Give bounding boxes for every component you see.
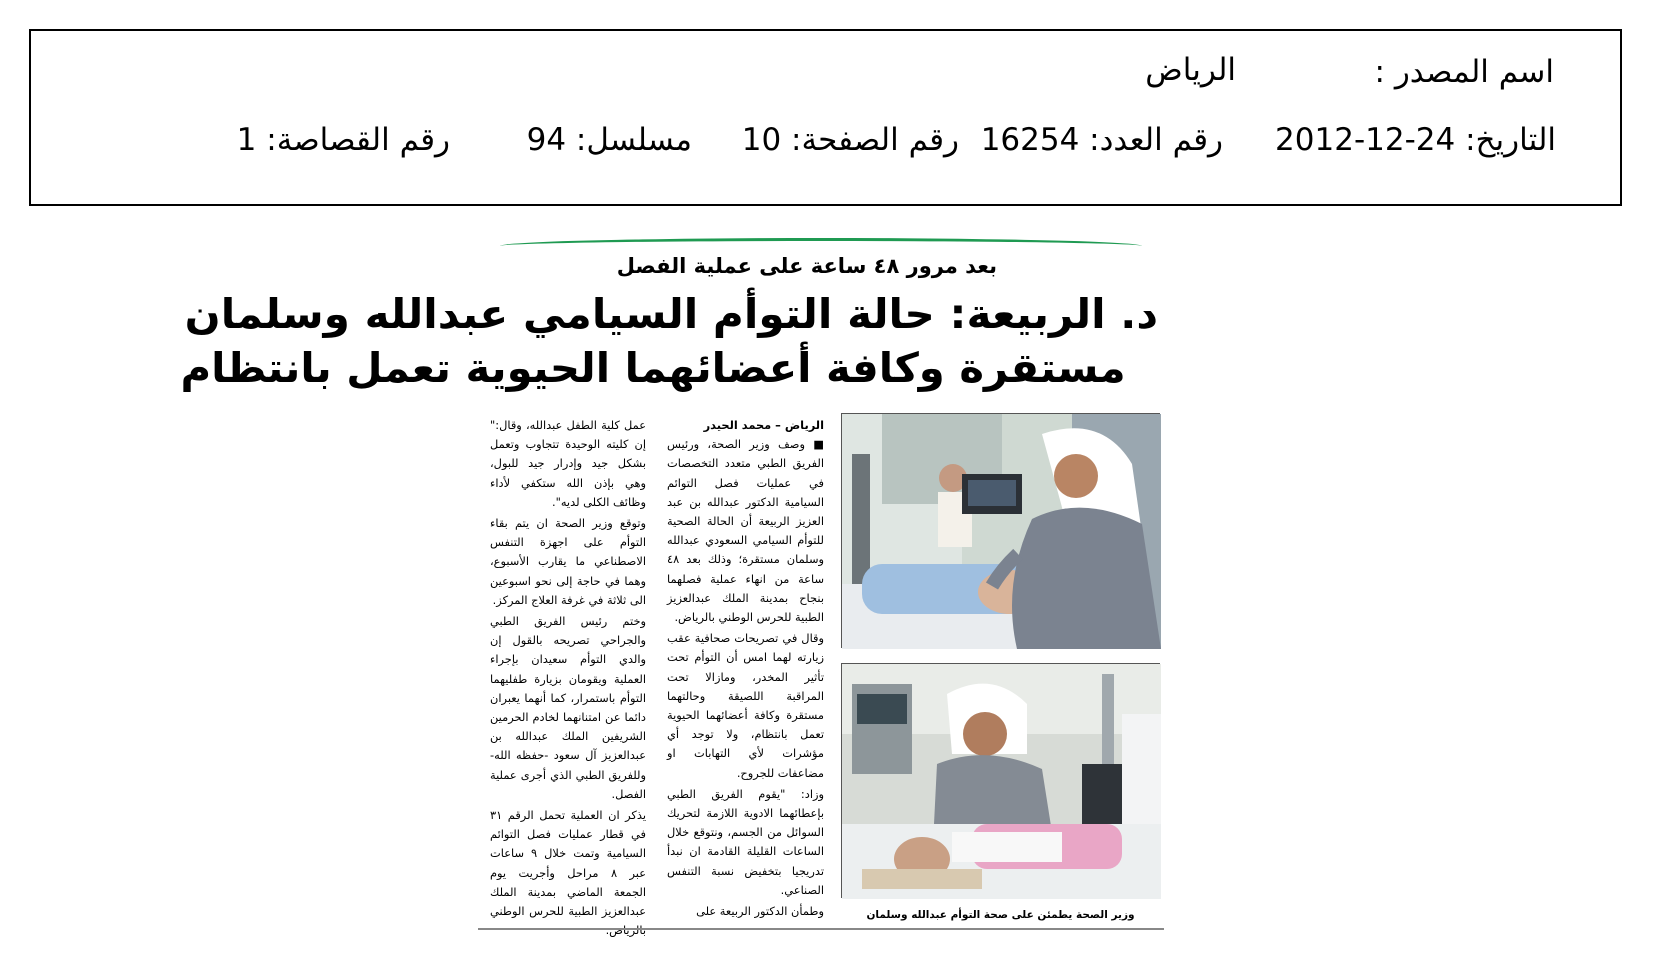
page-label: رقم الصفحة: 10 [741,122,959,158]
article-kicker: بعد مرور ٤٨ ساعة على عملية الفصل [616,254,997,278]
paragraph: وقال في تصريحات صحافية عقب زيارته لهما امس أن التوأم تحت تأثير المخدر، ومازالا تحت المراقبة اللصيقة وحالتهما مستقرة وكافة أعضائهما الحيوية تعمل بانتظام، ولا توجد أي مؤشرات لأي التهابات او مضاعفات للجروح. [667,631,824,780]
photo-minister-with-twins-2 [841,663,1160,898]
headline-line-2: مستقرة وكافة أعضائهما الحيوية تعمل بانتظام [180,344,1126,392]
paragraph: وطمأن الدكتور الربيعة على [696,904,824,919]
paragraph: وتوقع وزير الصحة ان يتم بقاء التوأم على اجهزة التنفس الاصطناعي ما يقارب الأسبوع، وهما في حاجة إلى نحو اسبوعين الى ثلاثة في غرفة العلاج المركز. [490,516,646,607]
paragraph: ■ وصف وزير الصحة، ورئيس الفريق الطبي متعدد التخصصات في عمليات فصل التوائم السيامية الدكتور عبدالله بن عبد العزيز الربيعة أن الحالة الصحية للتوأم السيامي السعودي عبدالله وسلمان مستقرة؛ وذلك بعد ٤٨ ساعة من انهاء عملية فصلهما بنجاح بمدينة الملك عبدالعزيز الطبية للحرس الوطني بالرياض. [667,437,824,625]
photo-caption: وزير الصحة يطمئن على صحة التوأم عبدالله وسلمان [866,909,1135,921]
article-column-2 [490,416,646,942]
source-value: الرياض [1145,52,1236,88]
date-label: التاريخ: 24-12-2012 [1275,122,1556,158]
serial-label: مسلسل: 94 [526,122,692,158]
clipping-info-box [29,29,1622,206]
source-label: اسم المصدر : [1374,54,1554,90]
issue-label: رقم العدد: 16254 [980,122,1223,158]
green-top-rule [500,238,1142,246]
article-column-1 [667,416,824,923]
clipping-label: رقم القصاصة: 1 [236,122,450,158]
photo-minister-with-twins-1 [841,413,1160,648]
headline-line-1: د. الربيعة: حالة التوأم السيامي عبدالله وسلمان [184,290,1158,338]
paragraph: وختم رئيس الفريق الطبي والجراحي تصريحه بالقول إن والدي التوأم سعيدان بإجراء العملية ويقومان بزيارة طفليهما التوأم باستمرار، كما أنهما يعبران دائما عن امتنانهما لخادم الحرمين الشريفين الملك عبدالله بن عبدالعزيز آل سعود -حفظه الله- وللفريق الطبي الذي أجرى عملية الفصل. [490,614,646,801]
byline: الرياض – محمد الحيدر [703,418,824,432]
paragraph: عمل كلية الطفل عبدالله، وقال:" إن كليته الوحيدة تتجاوب وتعمل بشكل جيد وإدرار جيد للبول، وهي بإذن الله ستكفي لأداء وظائف الكلى لديه". [490,418,646,509]
paragraph: يذكر ان العملية تحمل الرقم ٣١ في قطار عمليات فصل التوائم السيامية وتمت خلال ٩ ساعات عبر ٨ مراحل وأجريت يوم الجمعة الماضي بمدينة الملك عبدالعزيز الطبية للحرس الوطني بالرياض. [490,808,646,938]
paragraph: وزاد: "يقوم الفريق الطبي بإعطائهما الادوية اللازمة لتحريك السوائل من الجسم، ونتوقع خلال الساعات القليلة القادمة ان نبدأ تدريجيا بتخفيض نسبة التنفس الصناعي. [667,786,824,897]
newspaper-clipping [180,232,1174,938]
bottom-rule [478,928,1164,930]
